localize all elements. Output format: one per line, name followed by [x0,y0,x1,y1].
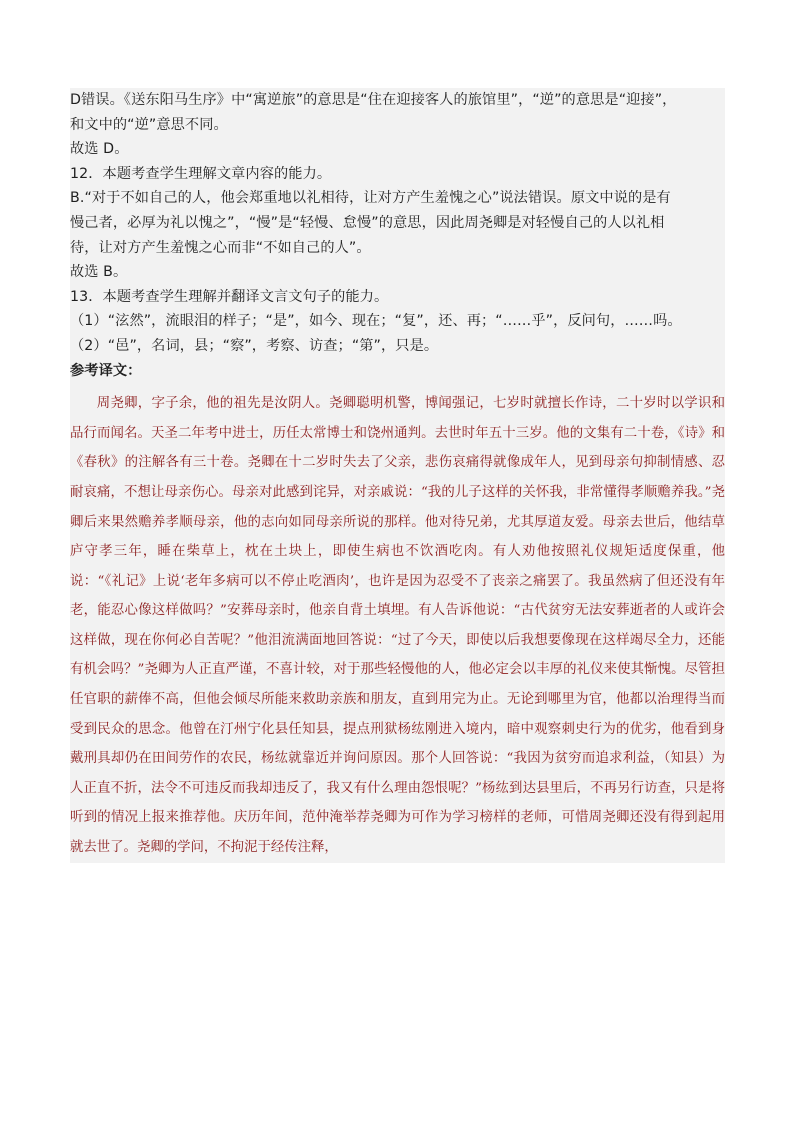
question-12-heading: 12．本题考查学生理解文章内容的能力。 [70,165,332,182]
question-13-heading: 13．本题考查学生理解并翻译文言文句子的能力。 [70,288,389,305]
text-line: （1）“泫然”，流眼泪的样子；“是”，如今、现在；“复”，还、再；“……乎”，反问句，……吗。 [70,313,682,330]
text-line: 待，让对方产生羞愧之心而非“不如自己的人”。 [70,239,371,256]
text-line: 慢己者，必厚为礼以愧之”，“慢”是“轻慢、怠慢”的意思，因此周尧卿是对轻慢自己的人以礼相 [70,214,665,231]
text-line: B.“对于不如自己的人，他会郑重地以礼相待，让对方产生羞愧之心”说法错误。原文中说的是有 [70,190,671,207]
text-line: 和文中的“逆”意思不同。 [70,116,228,133]
text-line: D错误。《送东阳马生序》中“寓逆旅”的意思是“住在迎接客人的旅馆里”，“逆”的意思是“迎接”， [70,92,677,108]
text-line: （2）“邑”，名词，县；“察”，考察、访查；“第”，只是。 [70,337,439,354]
reference-translation-text: 周尧卿，字子余，他的祖先是汝阴人。尧卿聪明机警，博闻强记，七岁时就擅长作诗，二十岁时以学识和品行而闻名。天圣二年考中进士，历任太常博士和饶州通判。去世时年五十三岁。他的文集有二十卷，《诗》和《春秋》的注解各有三十卷。尧卿在十二岁时失去了父亲，悲伤哀痛得就像成年人，见到母亲句抑制情感、忍耐哀痛，不想让母亲伤心。母亲对此感到诧异，对亲戚说：“我的儿子这样的关怀我，非常懂得孝顺赡养我。”尧卿后来果然赡养孝顺母亲，他的志向如同母亲所说的那样。他对待兄弟，尤其厚道友爱。母亲去世后，他结草庐守孝三年，睡在柴草上，枕在土块上，即使生病也不饮酒吃肉。有人劝他按照礼仪规矩适度保重，他说：“《礼记》上说‘老年多病可以不停止吃酒肉’，也许是因为忍受不了丧亲之痛罢了。我虽然病了但还没有年老，能忍心像这样做吗？”安葬母亲时，他亲自背土填埋。有人告诉他说：“古代贫穷无法安葬逝者的人或许会这样做，现在你何必自苦呢？”他泪流满面地回答说：“过了今天，即使以后我想要像现在这样竭尽全力，还能有机会吗？”尧卿为人正直严谨，不喜计较，对于那些轻慢他的人，他必定会以丰厚的礼仪来使其惭愧。尽管担任官职的薪俸不高，但他会倾尽所能来救助亲族和朋友，直到用完为止。无论到哪里为官，他都以治理得当而受到民众的思念。他曾在汀州宁化县任知县，提点刑狱杨纮刚进入境内，暗中观察刺史行为的优劣，他看到身戴刑具却仍在田间劳作的农民，杨纮就靠近并询问原因。那个人回答说：“我因为贫穷而追求利益，（知县）为人正直不折，法令不可违反而我却违反了，我又有什么理由怨恨呢？”杨纮到达县里后，不再另行访查，只是将听到的情况上报来推荐他。庆历年间，范仲淹举荐尧卿为可作为学习榜样的老师，可惜周尧卿还没有得到起用就去世了。尧卿的学问，不拘泥于经传注释， [70,396,725,856]
reference-translation-title: 参考译文： [70,362,142,379]
text-line: 故选 B。 [70,264,128,281]
answer-explanation-block [70,88,725,863]
text-line: 故选 D。 [70,141,129,158]
